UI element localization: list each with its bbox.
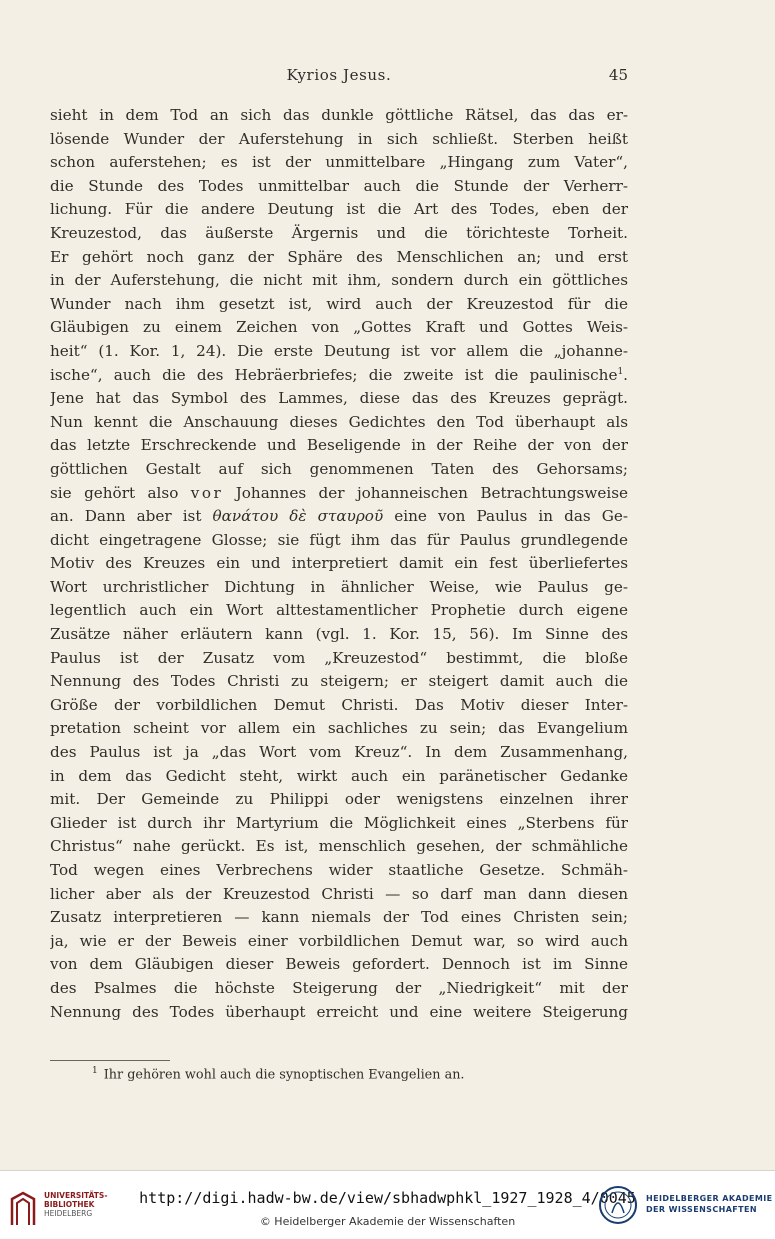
text-line: mit. Der Gemeinde zu Philippi oder wenigstens einzelnen ihrer bbox=[50, 790, 628, 809]
line-text: Johannes der johanneischen Betrachtungsweise bbox=[223, 483, 628, 502]
text-line: in der Auferstehung, die nicht mit ihm, sondern durch ein göttliches bbox=[50, 271, 628, 290]
viewer-footer bbox=[0, 1170, 775, 1239]
line-text: eine von Paulus in das Ge- bbox=[383, 507, 628, 526]
library-name: UNIVERSITÄTS- BIBLIOTHEK HEIDELBERG bbox=[44, 1191, 108, 1218]
text-line: dicht eingetragene Glosse; sie fügt ihm das für Paulus grundlegende bbox=[50, 530, 628, 549]
academy-seal-icon[interactable] bbox=[598, 1183, 638, 1227]
text-line: des Psalmes die höchste Steigerung der „Niedrigkeit“ mit der bbox=[50, 978, 628, 997]
text-line: Nennung des Todes überhaupt erreicht und eine weitere Steigerung bbox=[50, 1002, 628, 1021]
text-line: Paulus ist der Zusatz vom „Kreuzestod“ bestimmt, die bloße bbox=[50, 648, 628, 667]
permalink[interactable]: http://digi.hadw-bw.de/view/sbhadwphkl_1927_1928_4/0045 bbox=[139, 1189, 636, 1207]
text-line: die Stunde des Todes unmittelbar auch die Stunde der Verherr- bbox=[50, 176, 628, 195]
running-head bbox=[50, 66, 628, 88]
line-text: sie gehört also bbox=[50, 483, 191, 502]
line-text: an. Dann aber ist bbox=[50, 507, 213, 526]
text-line: schon auferstehen; es ist der unmittelbare „Hingang zum Vater“, bbox=[50, 153, 628, 172]
body-text bbox=[50, 104, 628, 1024]
text-line: Wunder nach ihm gesetzt ist, wird auch der Kreuzestod für die bbox=[50, 294, 628, 313]
text-line: licher aber als der Kreuzestod Christi — so darf man dann diesen bbox=[50, 884, 628, 903]
text-line: Nun kennt die Anschauung dieses Gedichtes den Tod überhaupt als bbox=[50, 412, 628, 431]
text-line: Zusätze näher erläutern kann (vgl. 1. Kor. 15, 56). Im Sinne des bbox=[50, 625, 628, 644]
text-line: Glieder ist durch ihr Martyrium die Möglichkeit eines „Sterbens für bbox=[50, 813, 628, 832]
text-line: lichung. Für die andere Deutung ist die Art des Todes, eben der bbox=[50, 200, 628, 219]
text-line: Zusatz interpretieren — kann niemals der Tod eines Christen sein; bbox=[50, 908, 628, 927]
text-line: Jene hat das Symbol des Lammes, diese das des Kreuzes geprägt. bbox=[50, 389, 628, 408]
academy-name: HEIDELBERGER AKADEMIE DER WISSENSCHAFTEN bbox=[646, 1194, 773, 1214]
text-line: das letzte Erschreckende und Beseligende in der Reihe der von der bbox=[50, 436, 628, 455]
text-line: lösende Wunder der Auferstehung in sich schließt. Sterben heißt bbox=[50, 129, 628, 148]
text-line: von dem Gläubigen dieser Beweis gefordert. Dennoch ist im Sinne bbox=[50, 955, 628, 974]
text-line: in dem das Gedicht steht, wirkt auch ein paränetischer Gedanke bbox=[50, 766, 628, 785]
text-line: Tod wegen eines Verbrechens wider staatliche Gesetze. Schmäh- bbox=[50, 861, 628, 879]
text-line: legentlich auch ein Wort alttestamentlicher Prophetie durch eigene bbox=[50, 601, 628, 620]
text-line: Wort urchristlicher Dichtung in ähnlicher Weise, wie Paulus ge- bbox=[50, 577, 628, 596]
greek-phrase: θανάτου δὲ σταυροῦ bbox=[212, 507, 384, 526]
text-line: Er gehört noch ganz der Sphäre des Menschlichen an; und erst bbox=[50, 247, 628, 266]
text-line: Kreuzestod, das äußerste Ärgernis und die törichteste Torheit. bbox=[50, 223, 628, 242]
text-line-with-footnote-ref bbox=[50, 364, 628, 388]
footnote-mark: 1 bbox=[92, 1066, 98, 1076]
text-line-greek bbox=[50, 505, 628, 529]
line-end: . bbox=[623, 365, 628, 384]
footnote bbox=[92, 1066, 465, 1082]
text-line: heit“ (1. Kor. 1, 24). Die erste Deutung ist vor allem die „johanne- bbox=[50, 341, 628, 360]
text-line: sieht in dem Tod an sich das dunkle göttliche Rätsel, das das er- bbox=[50, 106, 628, 124]
text-line: Nennung des Todes Christi zu steigern; er steigert damit auch die bbox=[50, 672, 628, 691]
text-line: Gläubigen zu einem Zeichen von „Gottes Kraft und Gottes Weis- bbox=[50, 318, 628, 337]
text-line: des Paulus ist ja „das Wort vom Kreuz“. In dem Zusammenhang, bbox=[50, 743, 628, 762]
footnote-text: Ihr gehören wohl auch die synoptischen Evangelien an. bbox=[103, 1067, 465, 1083]
text-line: Christus“ nahe gerückt. Es ist, menschlich gesehen, der schmähliche bbox=[50, 837, 628, 856]
text-line: ja, wie er der Beweis einer vorbildlichen Demut war, so wird auch bbox=[50, 931, 628, 950]
copyright-notice: © Heidelberger Akademie der Wissenschaften bbox=[259, 1215, 516, 1228]
text-line: Größe der vorbildlichen Demut Christi. Das Motiv dieser Inter- bbox=[50, 695, 628, 714]
line-text: ische“, auch die des Hebräerbriefes; die zweite ist die paulinische bbox=[50, 365, 618, 384]
spaced-word: vor bbox=[190, 483, 224, 502]
text-line: pretation scheint vor allem ein sachliches zu sein; das Evangelium bbox=[50, 719, 628, 738]
text-line: Motiv des Kreuzes ein und interpretiert damit ein fest überliefertes bbox=[50, 554, 628, 573]
footnote-reference[interactable]: 1 bbox=[617, 366, 624, 377]
page-number: 45 bbox=[608, 66, 628, 84]
text-line: göttlichen Gestalt auf sich genommenen Taten des Gehorsams; bbox=[50, 459, 628, 478]
running-title: Kyrios Jesus. bbox=[286, 66, 392, 84]
text-line-spaced bbox=[50, 482, 628, 506]
footnote-divider bbox=[50, 1060, 170, 1061]
